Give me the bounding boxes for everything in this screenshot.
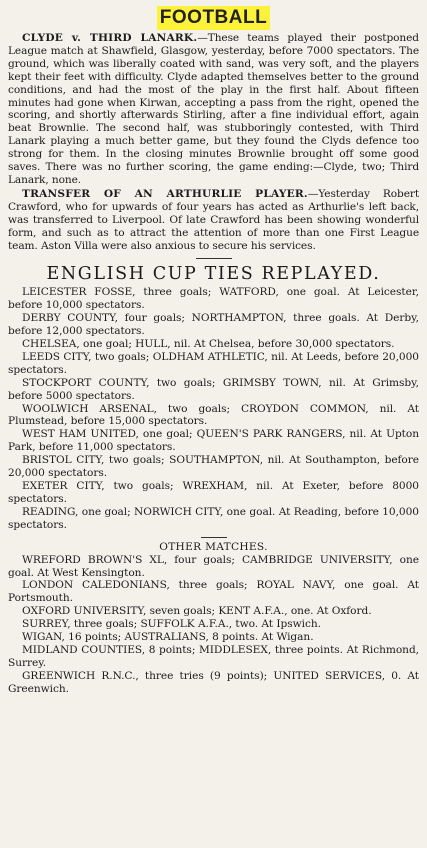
result-line: SURREY, three goals; SUFFOLK A.F.A., two. At Ipswich.	[22, 618, 321, 631]
result-line: OXFORD UNIVERSITY, seven goals; KENT A.F.A., one. At Oxford.	[22, 605, 372, 618]
result-line: WEST HAM UNITED, one goal; QUEEN'S PARK RANGERS, nil. At Upton Park, before 11,000 spectators.	[8, 428, 419, 454]
article-clyde	[8, 32, 419, 187]
divider	[201, 537, 227, 538]
result-line: CHELSEA, one goal; HULL, nil. At Chelsea, before 30,000 spectators.	[22, 338, 395, 351]
result-line: DERBY COUNTY, four goals; NORTHAMPTON, three goals. At Derby, before 12,000 spectators.	[8, 312, 419, 338]
result-line: READING, one goal; NORWICH CITY, one goal. At Reading, before 10,000 spectators.	[8, 505, 419, 531]
result-line: MIDLAND COUNTIES, 8 points; MIDDLESEX, three points. At Richmond, Surrey.	[8, 643, 419, 669]
article-lead: TRANSFER OF AN ARTHURLIE PLAYER.	[22, 187, 308, 200]
result-line: EXETER CITY, two goals; WREXHAM, nil. At Exeter, before 8000 spectators.	[8, 480, 419, 505]
heading-wrap	[8, 6, 419, 32]
article-body: —Yesterday Robert Crawford, who for upwards of four years has acted as Arthurlie's left back, was transferred to Liverpool. Of late Crawford has been showing wonderful form, and such as to attract the attention of more than one First League team. Aston Villa were also anxious to secure his services.	[8, 187, 419, 252]
result-line: GREENWICH R.N.C., three tries (9 points); UNITED SERVICES, 0. At Greenwich.	[8, 669, 419, 695]
result-line: WREFORD BROWN'S XL, four goals; CAMBRIDGE UNIVERSITY, one goal. At West Kensington.	[8, 553, 419, 579]
other-heading: OTHER MATCHES.	[159, 540, 268, 553]
result-line: WOOLWICH ARSENAL, two goals; CROYDON COMMON, nil. At Plumstead, before 15,000 spectators.	[8, 402, 419, 428]
result-line: WIGAN, 16 points; AUSTRALIANS, 8 points. At Wigan.	[22, 631, 314, 644]
cup-heading: ENGLISH CUP TIES REPLAYED.	[46, 264, 381, 285]
section-heading: FOOTBALL	[157, 6, 270, 30]
result-line: LEICESTER FOSSE, three goals; WATFORD, one goal. At Leicester, before 10,000 spectators.	[8, 286, 419, 312]
result-line: LONDON CALEDONIANS, three goals; ROYAL NAVY, one goal. At Portsmouth.	[8, 579, 419, 605]
result-line: LEEDS CITY, two goals; OLDHAM ATHLETIC, nil. At Leeds, before 20,000 spectators.	[8, 350, 419, 376]
article-body: —These teams played their postponed League match at Shawfield, Glasgow, yesterday, before 7000 spectators. The ground, which was liberally coated with sand, was very soft, and the players kept their feet with difficulty. Clyde adapted themselves better to the ground conditions, and had the most of the play in the first half. About fifteen minutes had gone when Kirwan, accepting a pass from the right, opened the scoring, and shortly afterwards Stirling, after a fine individual effort, again beat Brownlie. The second half, was stubboringly contested, with Third Lanark playing a much better game, but they found the Clyds defence too strong for them. In the closing minutes Brownlie brought off some good saves. There was no further scoring, the game ending:—Clyde, two; Third Lanark, none.	[8, 32, 419, 186]
divider	[196, 258, 232, 259]
article-lead: CLYDE v. THIRD LANARK.	[22, 32, 198, 44]
result-line: BRISTOL CITY, two goals; SOUTHAMPTON, nil. At Southampton, before 20,000 spectators.	[8, 454, 419, 480]
article-transfer	[8, 188, 419, 253]
result-line: STOCKPORT COUNTY, two goals; GRIMSBY TOWN, nil. At Grimsby, before 5000 spectators.	[8, 376, 419, 402]
